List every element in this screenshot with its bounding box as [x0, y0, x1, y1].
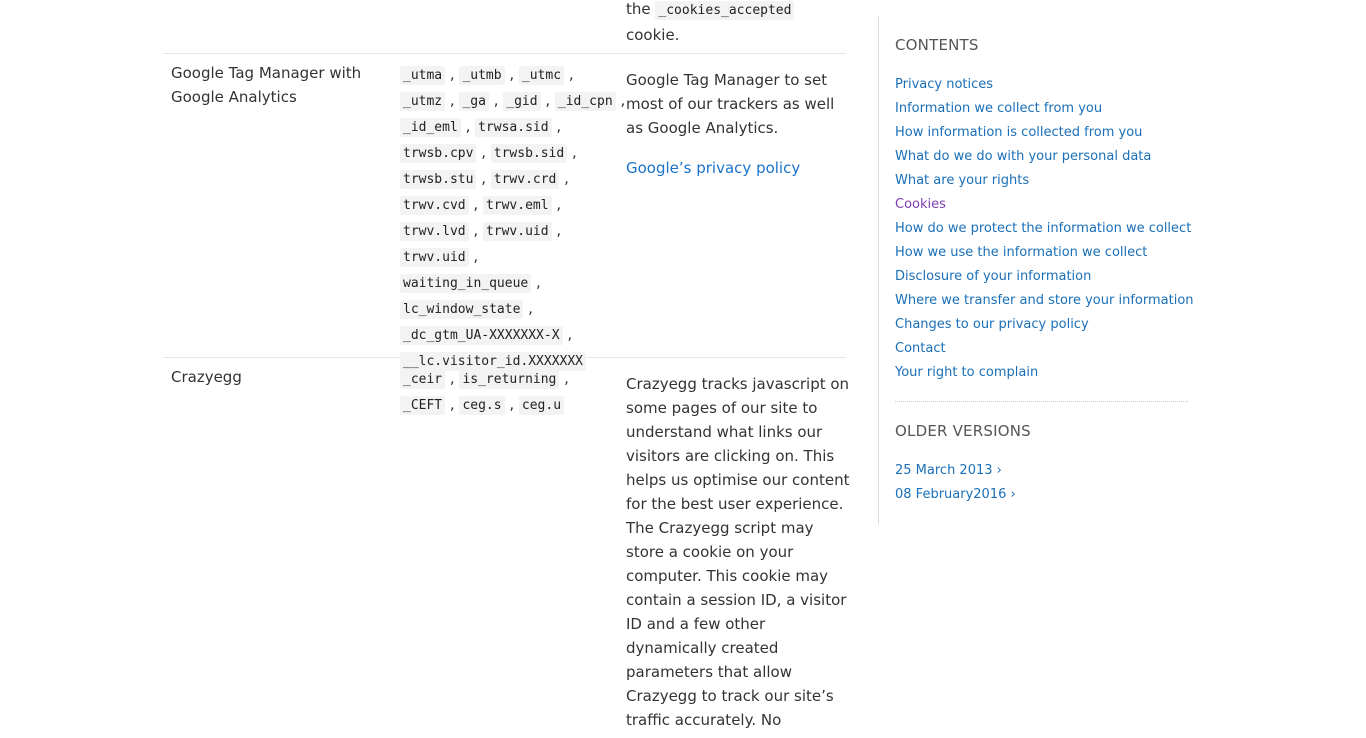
text-line: trwv.uid ,: [400, 244, 615, 270]
cookie-code: is_returning: [459, 370, 559, 389]
cookie-code: trwsb.stu: [400, 170, 476, 189]
cookie-code: ceg.s: [459, 396, 504, 415]
contents-list: [895, 73, 1194, 385]
text-line: Crazyegg: [171, 368, 242, 386]
text-line: Google Analytics: [171, 88, 297, 106]
service-name: [171, 365, 386, 389]
list-item: [895, 289, 1194, 313]
contents-link-transfer[interactable]: Where we transfer and store your information: [895, 293, 1194, 308]
text-line: Crazyegg tracks javascript on: [626, 375, 850, 393]
cookie-code: waiting_in_queue: [400, 274, 531, 293]
list-item: [895, 73, 1194, 97]
older-versions-list: [895, 459, 1016, 507]
list-item: [895, 241, 1194, 265]
text-line: [626, 0, 841, 23]
text-line: traffic accurately. No: [626, 711, 782, 729]
cookie-code: lc_window_state: [400, 300, 523, 319]
text-line: for the best user experience.: [626, 495, 844, 513]
text-line: _id_eml , trwsa.sid ,: [400, 114, 615, 140]
contents-link-information-we-collect[interactable]: Information we collect from you: [895, 101, 1103, 116]
table-row: [163, 0, 846, 54]
list-item: [895, 313, 1194, 337]
contents-link-rights[interactable]: What are your rights: [895, 173, 1030, 188]
contents-link-contact[interactable]: Contact: [895, 341, 946, 356]
contents-link-use[interactable]: How we use the information we collect: [895, 245, 1148, 260]
list-item: [895, 193, 1194, 217]
text-line: ID and a few other: [626, 615, 766, 633]
cookie-code: trwv.uid: [400, 248, 469, 267]
list-item: [895, 265, 1194, 289]
cookie-code: trwv.cvd: [400, 196, 469, 215]
text-line: contain a session ID, a visitor: [626, 591, 847, 609]
text-line: Google Tag Manager with: [171, 64, 362, 82]
description-text: the: [626, 0, 651, 18]
contents-title: CONTENTS: [895, 36, 979, 54]
contents-link-privacy-notices[interactable]: Privacy notices: [895, 77, 994, 92]
contents-link-personal-data[interactable]: What do we do with your personal data: [895, 149, 1152, 164]
table-row: [163, 54, 846, 369]
service-name: [171, 61, 386, 109]
cookie-code: _CEFT: [400, 396, 445, 415]
google-privacy-policy-link[interactable]: Google’s privacy policy: [626, 159, 801, 177]
list-item: [895, 145, 1194, 169]
older-version-link[interactable]: 08 February2016 ›: [895, 487, 1016, 502]
cookie-code: trwsb.sid: [491, 144, 567, 163]
cookie-list: [400, 62, 626, 374]
text-line: _ceir , is_returning ,: [400, 366, 615, 392]
cookie-code: trwv.lvd: [400, 222, 469, 241]
text-line: _utmz , _ga , _gid , _id_cpn ,: [400, 88, 615, 114]
text-line: visitors are clicking on. This: [626, 447, 835, 465]
text-line: understand what links our: [626, 423, 823, 441]
text-line: store a cookie on your: [626, 543, 794, 561]
text-line: parameters that allow: [626, 663, 792, 681]
text-line: _CEFT , ceg.s , ceg.u: [400, 392, 615, 418]
cookie-code: _utmz: [400, 92, 445, 111]
description-text: cookie.: [626, 26, 680, 44]
text-line: helps us optimise our content: [626, 471, 850, 489]
cookie-table: [163, 0, 850, 729]
cookie-list: [400, 366, 615, 418]
text-line: trwv.lvd , trwv.uid ,: [400, 218, 615, 244]
cookie-description: [626, 68, 841, 180]
cookie-code: _utmb: [459, 66, 504, 85]
cookie-code: _ga: [459, 92, 488, 111]
text-line: computer. This cookie may: [626, 567, 829, 585]
list-item: [895, 97, 1194, 121]
list-item: [895, 361, 1194, 385]
cookie-code: trwv.crd: [491, 170, 560, 189]
cookie-code: trwsb.cpv: [400, 144, 476, 163]
list-item: [895, 169, 1194, 193]
cookie-code: trwv.uid: [483, 222, 552, 241]
cookie-description: [626, 372, 850, 732]
text-line: The Crazyegg script may: [626, 519, 814, 537]
contents-link-cookies[interactable]: Cookies: [895, 197, 946, 212]
sidebar-divider: [895, 401, 1188, 402]
text-line: waiting_in_queue ,: [400, 270, 615, 296]
cookie-code: _ceir: [400, 370, 445, 389]
text-line: Crazyegg to track our site’s: [626, 687, 834, 705]
text-line: as Google Analytics.: [626, 119, 779, 137]
text-line: trwsb.stu , trwv.crd ,: [400, 166, 615, 192]
contents-link-how-collected[interactable]: How information is collected from you: [895, 125, 1143, 140]
text-line: dynamically created: [626, 639, 779, 657]
cookie-code: ceg.u: [519, 396, 564, 415]
list-item: [895, 217, 1194, 241]
list-item: [895, 337, 1194, 361]
cookie-code: _gid: [503, 92, 540, 111]
text-line: lc_window_state ,: [400, 296, 615, 322]
contents-link-protect[interactable]: How do we protect the information we collect: [895, 221, 1192, 236]
list-item: [895, 121, 1194, 145]
text-line: trwsb.cpv , trwsb.sid ,: [400, 140, 615, 166]
cookie-code: _utma: [400, 66, 445, 85]
sidebar: [878, 16, 1194, 524]
older-version-link[interactable]: 25 March 2013 ›: [895, 463, 1002, 478]
cookie-code: _id_eml: [400, 118, 461, 137]
cookie-description: [626, 0, 841, 47]
cookie-code: __lc.visitor_id.XXXXXXX: [400, 352, 586, 371]
cookie-code: _cookies_accepted: [655, 1, 794, 20]
list-item: [895, 459, 1016, 483]
older-versions-title: OLDER VERSIONS: [895, 422, 1031, 440]
text-line: Google Tag Manager to set: [626, 71, 828, 89]
text-line: trwv.cvd , trwv.eml ,: [400, 192, 615, 218]
text-line: most of our trackers as well: [626, 95, 835, 113]
cookie-code: trwsa.sid: [475, 118, 551, 137]
cookie-code: _id_cpn: [555, 92, 616, 111]
contents-link-disclosure[interactable]: Disclosure of your information: [895, 269, 1092, 284]
text-line: some pages of our site to: [626, 399, 818, 417]
text-line: _dc_gtm_UA-XXXXXXX-X ,: [400, 322, 615, 348]
contents-link-complain[interactable]: Your right to complain: [895, 365, 1039, 380]
cookie-code: _dc_gtm_UA-XXXXXXX-X: [400, 326, 563, 345]
cookie-code: _utmc: [519, 66, 564, 85]
contents-link-changes[interactable]: Changes to our privacy policy: [895, 317, 1089, 332]
table-row: [163, 358, 850, 738]
text-line: _utma , _utmb , _utmc ,: [400, 62, 615, 88]
list-item: [895, 483, 1016, 507]
cookie-code: trwv.eml: [483, 196, 552, 215]
